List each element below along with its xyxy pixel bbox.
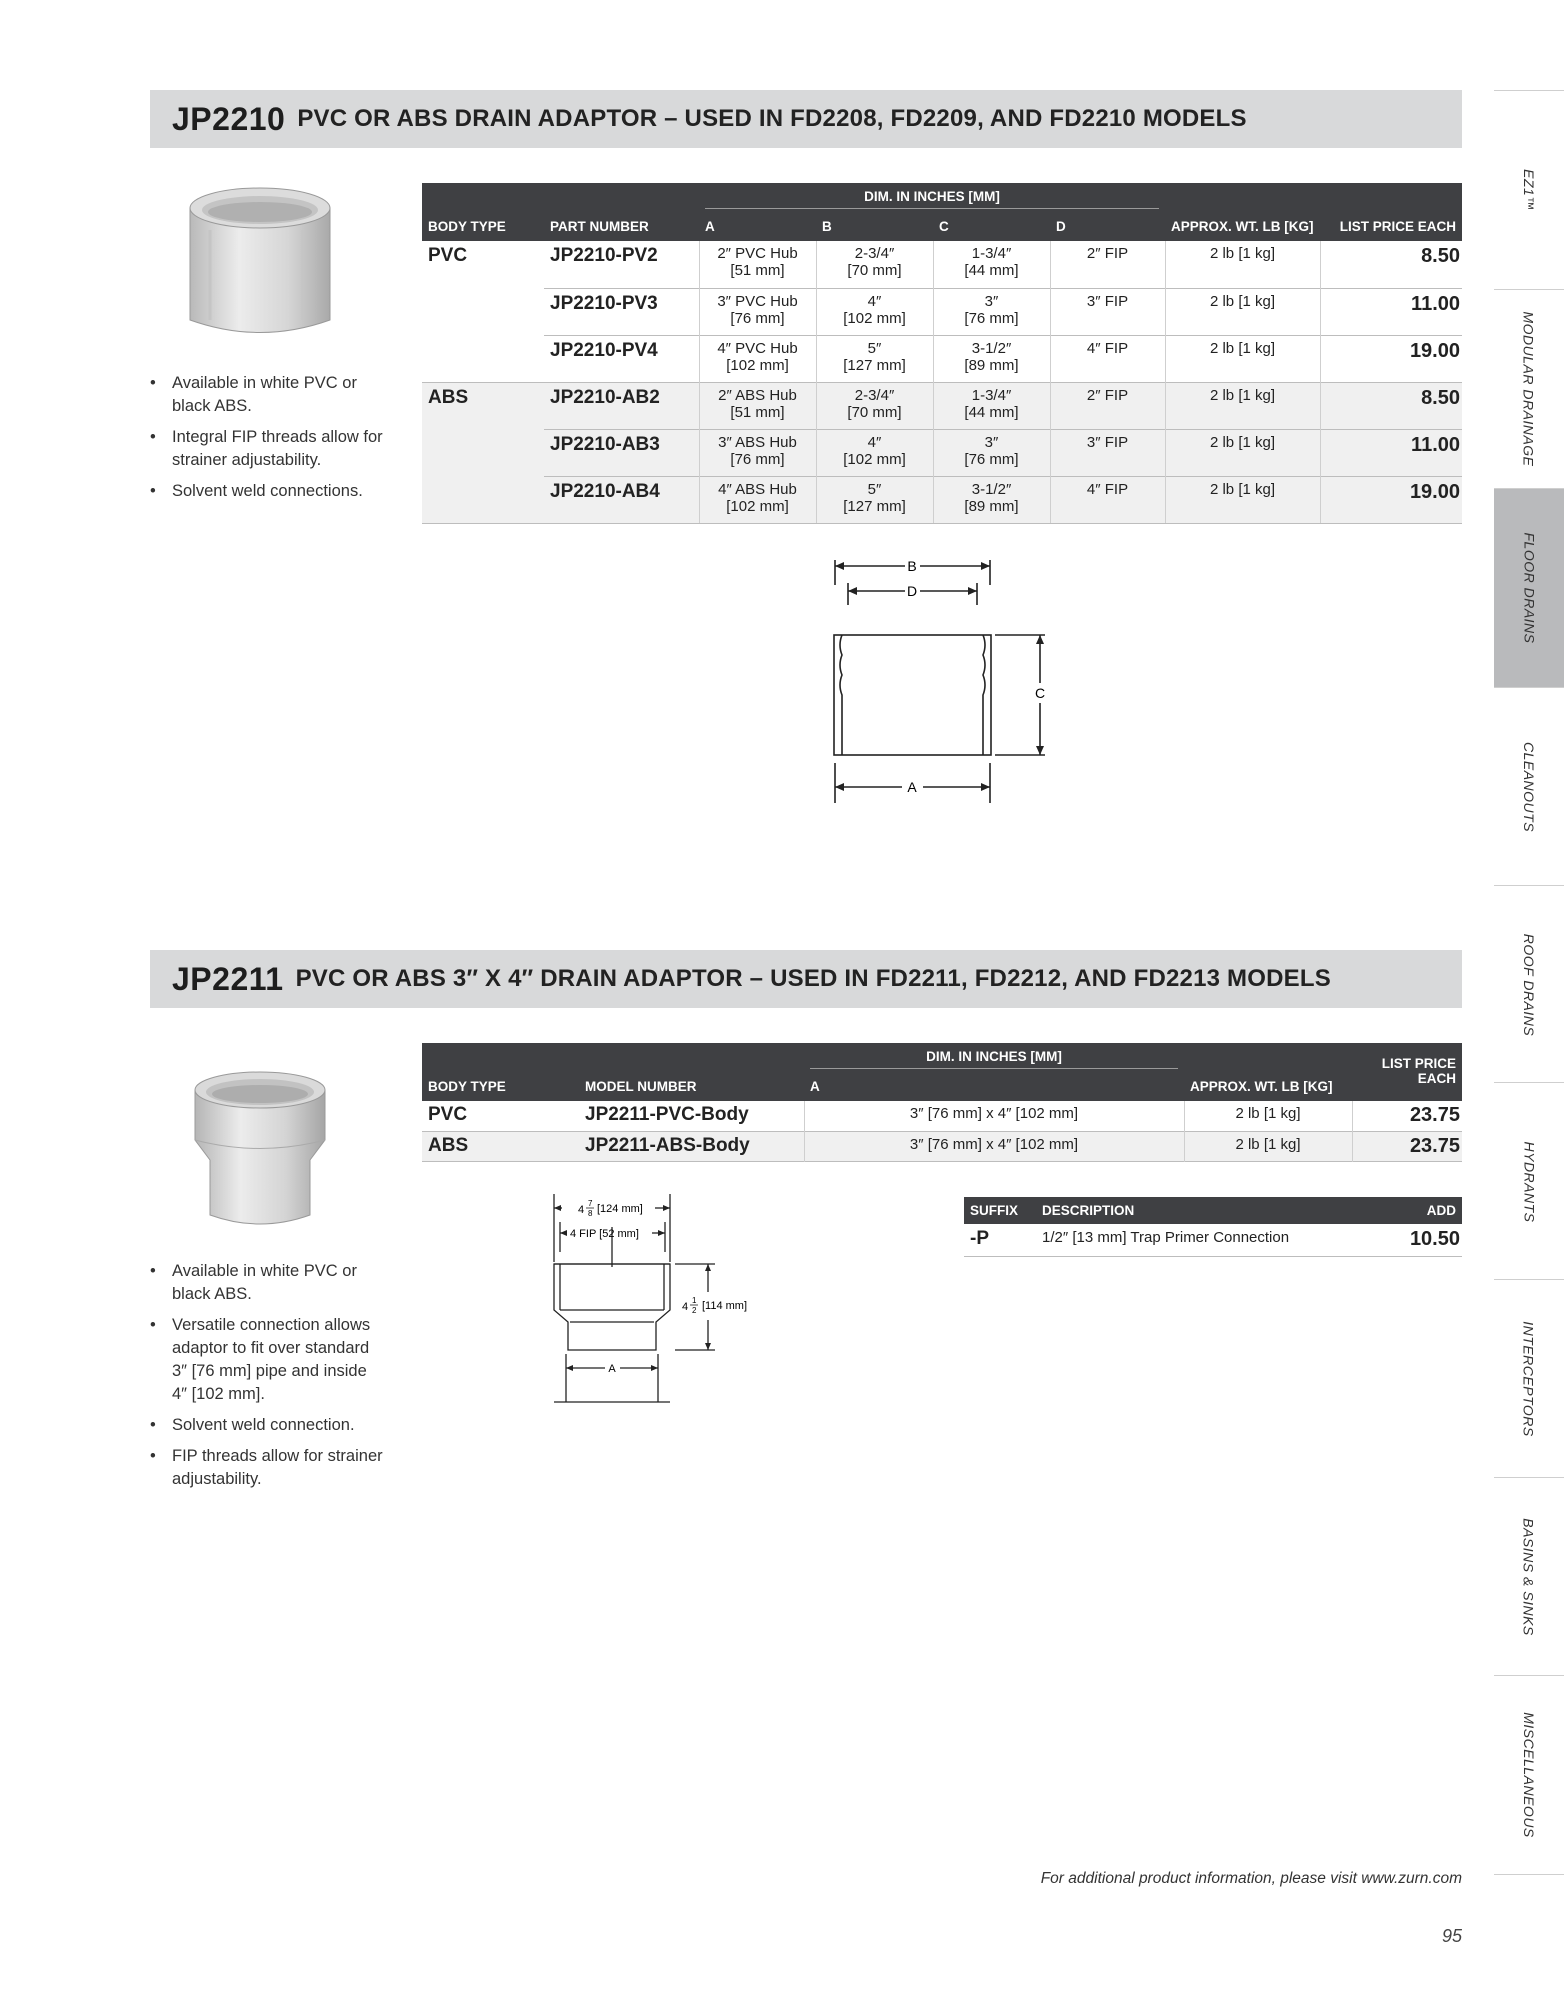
- table-row: [422, 288, 1462, 335]
- jp2211-code: JP2211: [172, 960, 284, 997]
- description-cell: 1/2″ [13 mm] Trap Primer Connection: [1036, 1224, 1382, 1256]
- price-cell: 11.00: [1320, 288, 1462, 335]
- feature-item: • Available in white PVC or black ABS.: [150, 1260, 385, 1306]
- jp2210-header: [150, 90, 1462, 148]
- table-row: [422, 1131, 1462, 1161]
- dim-header: DIM. IN INCHES [MM]: [705, 189, 1159, 209]
- feature-item: • Integral FIP threads allow for strainer adjustability.: [150, 426, 385, 472]
- part-number-cell: JP2210-AB4: [544, 476, 699, 523]
- jp2210-title: PVC OR ABS DRAIN ADAPTOR – USED IN FD2208, FD2209, AND FD2210 MODELS: [297, 105, 1247, 132]
- jp2211-features: [150, 1260, 385, 1499]
- table-row: [964, 1224, 1462, 1256]
- dim-b-cell: 5″ [127 mm]: [816, 476, 933, 523]
- col-price: LIST PRICE EACH: [1320, 211, 1462, 241]
- side-dim-num: 1: [692, 1296, 697, 1305]
- dim-d-cell: 4″ FIP: [1050, 476, 1165, 523]
- part-number-cell: JP2210-AB3: [544, 429, 699, 476]
- dim-d-cell: 4″ FIP: [1050, 335, 1165, 382]
- col-suffix: SUFFIX: [964, 1197, 1036, 1224]
- feature-item: • FIP threads allow for strainer adjustability.: [150, 1445, 385, 1491]
- jp2211-product-photo: [190, 1065, 330, 1230]
- table-row: [422, 1101, 1462, 1131]
- dim-d-cell: 3″ FIP: [1050, 429, 1165, 476]
- col-c: C: [933, 211, 1050, 241]
- jp2211-header: [150, 950, 1462, 1008]
- jp2210-code: JP2210: [172, 100, 286, 137]
- weight-cell: 2 lb [1 kg]: [1165, 288, 1320, 335]
- suffix-cell: -P: [964, 1224, 1036, 1256]
- price-cell: 8.50: [1320, 382, 1462, 429]
- category-side-tabs: [1494, 0, 1564, 2001]
- dim-label-a: A: [907, 779, 917, 795]
- col-price-line1: LIST PRICE: [1352, 1043, 1462, 1071]
- price-cell: 19.00: [1320, 476, 1462, 523]
- dim-c-cell: 3″ [76 mm]: [933, 429, 1050, 476]
- add-price-cell: 10.50: [1382, 1224, 1462, 1256]
- col-b: B: [816, 211, 933, 241]
- dim-d-cell: 3″ FIP: [1050, 288, 1165, 335]
- col-price-line2: EACH: [1352, 1071, 1462, 1101]
- side-tab-interceptors[interactable]: INTERCEPTORS: [1494, 1279, 1564, 1478]
- price-cell: 19.00: [1320, 335, 1462, 382]
- jp2211-title: PVC OR ABS 3″ X 4″ DRAIN ADAPTOR – USED IN FD2211, FD2212, AND FD2213 MODELS: [295, 965, 1331, 992]
- table-row: [422, 382, 1462, 429]
- col-description: DESCRIPTION: [1036, 1197, 1382, 1224]
- part-number-cell: JP2210-PV2: [550, 245, 658, 266]
- price-cell: 11.00: [1320, 429, 1462, 476]
- col-d: D: [1050, 211, 1165, 241]
- dim-d-cell: 2″ FIP: [1050, 382, 1165, 429]
- dim-b-cell: 2-3/4″ [70 mm]: [816, 241, 933, 288]
- side-dim-whole: 4: [682, 1301, 689, 1313]
- dim-b-cell: 4″ [102 mm]: [816, 288, 933, 335]
- weight-cell: 2 lb [1 kg]: [1165, 241, 1320, 288]
- top-dim-den: 8: [588, 1209, 593, 1218]
- body-type-cell: [422, 476, 544, 523]
- dim-c-cell: 3″ [76 mm]: [933, 288, 1050, 335]
- table-row: [422, 241, 1462, 288]
- table-row: [422, 429, 1462, 476]
- col-model-number: MODEL NUMBER: [579, 1071, 804, 1101]
- dim-a-cell: 2″ ABS Hub [51 mm]: [699, 382, 816, 429]
- col-add: ADD: [1382, 1197, 1462, 1224]
- weight-cell: 2 lb [1 kg]: [1165, 382, 1320, 429]
- dim-d-cell: 2″ FIP: [1050, 241, 1165, 288]
- col-a: A: [804, 1071, 1184, 1101]
- footer-note: For additional product information, please visit www.zurn.com: [1040, 1870, 1462, 1887]
- fip-dim-label: 4 FIP [52 mm]: [570, 1228, 639, 1240]
- dim-a-cell: 4″ ABS Hub [102 mm]: [699, 476, 816, 523]
- dim-b-cell: 5″ [127 mm]: [816, 335, 933, 382]
- dim-header: DIM. IN INCHES [MM]: [810, 1049, 1178, 1069]
- dim-label-a: A: [608, 1363, 616, 1375]
- feature-item: • Solvent weld connection.: [150, 1414, 385, 1437]
- part-number-cell: JP2210-PV4: [544, 335, 699, 382]
- col-body-type: BODY TYPE: [422, 1071, 579, 1101]
- feature-item: • Available in white PVC or black ABS.: [150, 372, 385, 418]
- dim-a-cell: 4″ PVC Hub [102 mm]: [699, 335, 816, 382]
- side-tab-floor-drains[interactable]: FLOOR DRAINS: [1494, 488, 1564, 687]
- dim-a-cell: 2″ PVC Hub [51 mm]: [699, 241, 816, 288]
- model-number-cell: JP2211-PVC-Body: [585, 1104, 749, 1125]
- side-tab-basins-sinks[interactable]: BASINS & SINKS: [1494, 1477, 1564, 1676]
- jp2211-dimension-diagram: [540, 1192, 770, 1417]
- side-dim-den: 2: [692, 1306, 697, 1315]
- side-dim-mm: [114 mm]: [702, 1300, 748, 1312]
- side-tab-miscellaneous[interactable]: MISCELLANEOUS: [1494, 1675, 1564, 1875]
- jp2211-spec-table: [422, 1043, 1462, 1162]
- dim-a-cell: 3″ [76 mm] x 4″ [102 mm]: [804, 1131, 1184, 1161]
- page-number: 95: [1441, 1926, 1462, 1946]
- side-tab-hydrants[interactable]: HYDRANTS: [1494, 1082, 1564, 1281]
- body-type-cell: ABS: [422, 1131, 579, 1161]
- price-cell: 23.75: [1352, 1101, 1462, 1131]
- side-tab-ez1[interactable]: EZ1™: [1494, 90, 1564, 289]
- col-body-type: BODY TYPE: [422, 211, 544, 241]
- dim-b-cell: 4″ [102 mm]: [816, 429, 933, 476]
- jp2210-spec-table: [422, 183, 1462, 524]
- suffix-table: [964, 1197, 1462, 1257]
- dim-c-cell: 1-3/4″ [44 mm]: [933, 241, 1050, 288]
- top-dim-whole: 4: [578, 1204, 585, 1216]
- dim-label-c: C: [1034, 685, 1046, 701]
- model-number-cell: JP2211-ABS-Body: [579, 1131, 804, 1161]
- dim-b-cell: 2-3/4″ [70 mm]: [816, 382, 933, 429]
- jp2210-dimension-diagram: [820, 555, 1060, 810]
- body-type-cell: PVC: [428, 245, 468, 266]
- side-tab-cleanouts[interactable]: CLEANOUTS: [1494, 687, 1564, 886]
- col-weight: APPROX. WT. LB [KG]: [1184, 1071, 1352, 1101]
- part-number-cell: JP2210-PV3: [544, 288, 699, 335]
- dim-label-b: B: [907, 558, 917, 574]
- dim-a-cell: 3″ ABS Hub [76 mm]: [699, 429, 816, 476]
- top-dim-mm: [124 mm]: [597, 1203, 643, 1215]
- col-part-number: PART NUMBER: [544, 211, 699, 241]
- dim-a-cell: 3″ PVC Hub [76 mm]: [699, 288, 816, 335]
- dim-c-cell: 1-3/4″ [44 mm]: [933, 382, 1050, 429]
- dim-label-d: D: [906, 583, 918, 599]
- weight-cell: 2 lb [1 kg]: [1165, 429, 1320, 476]
- part-number-cell: JP2210-AB2: [544, 382, 699, 429]
- jp2210-product-photo: [185, 180, 335, 340]
- price-cell: 23.75: [1352, 1131, 1462, 1161]
- body-type-cell: [422, 429, 544, 476]
- body-type-cell: ABS: [422, 382, 544, 429]
- dim-a-cell: 3″ [76 mm] x 4″ [102 mm]: [804, 1101, 1184, 1131]
- feature-item: • Solvent weld connections.: [150, 480, 385, 503]
- price-cell: 8.50: [1320, 241, 1462, 288]
- jp2210-features: [150, 372, 385, 511]
- table-row: [422, 335, 1462, 382]
- weight-cell: 2 lb [1 kg]: [1165, 476, 1320, 523]
- weight-cell: 2 lb [1 kg]: [1165, 335, 1320, 382]
- table-row: [422, 476, 1462, 523]
- body-type-cell: [422, 288, 544, 335]
- top-dim-num: 7: [588, 1199, 593, 1208]
- feature-item: • Versatile connection allows adaptor to fit over standard 3″ [76 mm] pipe and inside 4″ [102 mm].: [150, 1314, 385, 1406]
- body-type-cell: [422, 335, 544, 382]
- dim-c-cell: 3-1/2″ [89 mm]: [933, 476, 1050, 523]
- weight-cell: 2 lb [1 kg]: [1184, 1101, 1352, 1131]
- col-a: A: [699, 211, 816, 241]
- side-tab-roof-drains[interactable]: ROOF DRAINS: [1494, 885, 1564, 1084]
- side-tab-modular-drainage[interactable]: MODULAR DRAINAGE: [1494, 289, 1564, 488]
- col-weight: APPROX. WT. LB [KG]: [1165, 211, 1320, 241]
- weight-cell: 2 lb [1 kg]: [1184, 1131, 1352, 1161]
- body-type-cell: PVC: [428, 1104, 468, 1125]
- dim-c-cell: 3-1/2″ [89 mm]: [933, 335, 1050, 382]
